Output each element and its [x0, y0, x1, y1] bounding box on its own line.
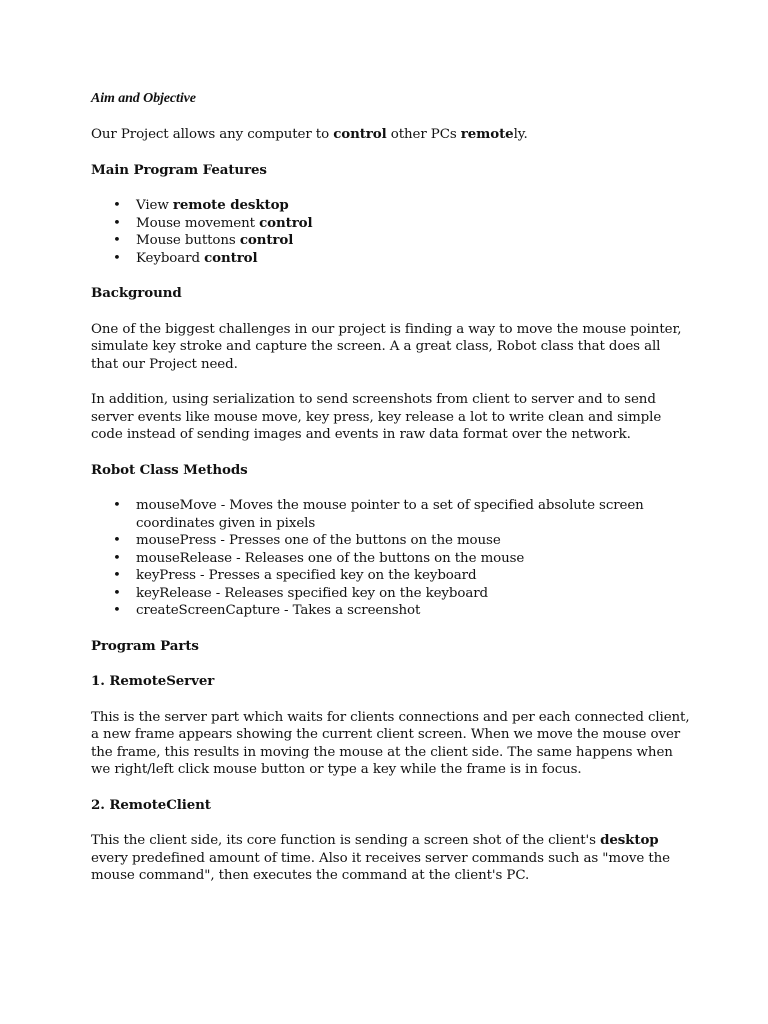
list-item [91, 567, 691, 585]
feature-text: View [136, 198, 173, 213]
method-text: keyPress - Presses a specified key on the keyboard [136, 568, 477, 583]
remote-client-paragraph [91, 832, 691, 885]
bullet-icon: • [113, 250, 121, 266]
background-paragraph-2: In addition, using serialization to send screenshots from client to server and to send server events like mouse move, key press, key release a lot to write clean and simple code instead of sending images and events in raw data format over the network. [91, 392, 662, 442]
bullet-icon: • [113, 233, 121, 248]
aim-intro-text: ly. [513, 127, 528, 142]
list-item [91, 602, 691, 620]
feature-bold: control [239, 232, 294, 248]
client-bold-desktop: desktop [600, 832, 659, 848]
bullet-icon: • [113, 568, 121, 583]
list-item [91, 197, 691, 215]
list-item [91, 497, 691, 532]
bullet-icon: • [113, 603, 121, 618]
features-heading: Main Program Features [91, 161, 267, 178]
bullet-icon: • [113, 498, 121, 513]
feature-text: Mouse movement [136, 215, 260, 231]
method-text: keyRelease - Releases specified key on the keyboard [136, 585, 488, 601]
client-text: This the client side, its core function is sending a screen shot of the client's [91, 833, 601, 848]
list-item [91, 550, 691, 568]
aim-intro-bold-remote: remote [460, 126, 514, 142]
bullet-icon: • [113, 533, 121, 548]
feature-text: Mouse buttons [136, 233, 240, 248]
feature-bold: control [204, 249, 258, 266]
remote-server-heading: 1. RemoteServer [91, 673, 215, 689]
features-list [91, 197, 691, 267]
method-text: mouseMove - Moves the mouse pointer to a set of specified absolute screen coordinates given in pixels [136, 498, 644, 531]
list-item [91, 532, 691, 550]
remote-client-heading: 2. RemoteClient [91, 796, 211, 813]
program-parts-heading: Program Parts [91, 637, 199, 654]
method-text: mouseRelease - Releases one of the buttons on the mouse [136, 550, 525, 566]
remote-server-paragraph: This is the server part which waits for clients connections and per each connected client, a new frame appears showing the current client screen. When we move the mouse over the frame, this results in moving the mouse at the client side. The same happens when we right/left click mouse button or type a key while the frame is in focus. [91, 709, 690, 777]
background-heading: Background [91, 285, 182, 301]
method-text: mousePress - Presses one of the buttons on the mouse [136, 533, 501, 548]
bullet-icon: • [113, 198, 121, 213]
robot-methods-list [91, 497, 691, 620]
robot-methods-heading: Robot Class Methods [91, 461, 248, 478]
background-paragraph-1: One of the biggest challenges in our project is finding a way to move the mouse pointer, simulate key stroke and capture the screen. A a great class, Robot class that does all that our Project need. [91, 321, 682, 372]
list-item [91, 232, 691, 250]
aim-intro-text: other PCs [386, 127, 461, 142]
document-page [91, 90, 691, 885]
method-text: createScreenCapture - Takes a screenshot [136, 603, 421, 618]
feature-bold: control [259, 214, 313, 231]
bullet-icon: • [113, 550, 121, 566]
list-item [91, 215, 691, 233]
list-item [91, 250, 691, 268]
aim-intro-paragraph [91, 126, 691, 144]
list-item [91, 585, 691, 603]
feature-text: Keyboard [136, 250, 205, 266]
aim-intro-bold-control: control [333, 126, 387, 142]
bullet-icon: • [113, 215, 121, 231]
client-text: every predefined amount of time. Also it receives server commands such as "move the mouse command", then executes the command at the client's PC. [91, 850, 670, 883]
feature-bold: remote desktop [172, 197, 289, 213]
bullet-icon: • [113, 585, 121, 601]
aim-heading: Aim and Objective [91, 91, 196, 106]
aim-intro-text: Our Project allows any computer to [91, 127, 334, 142]
